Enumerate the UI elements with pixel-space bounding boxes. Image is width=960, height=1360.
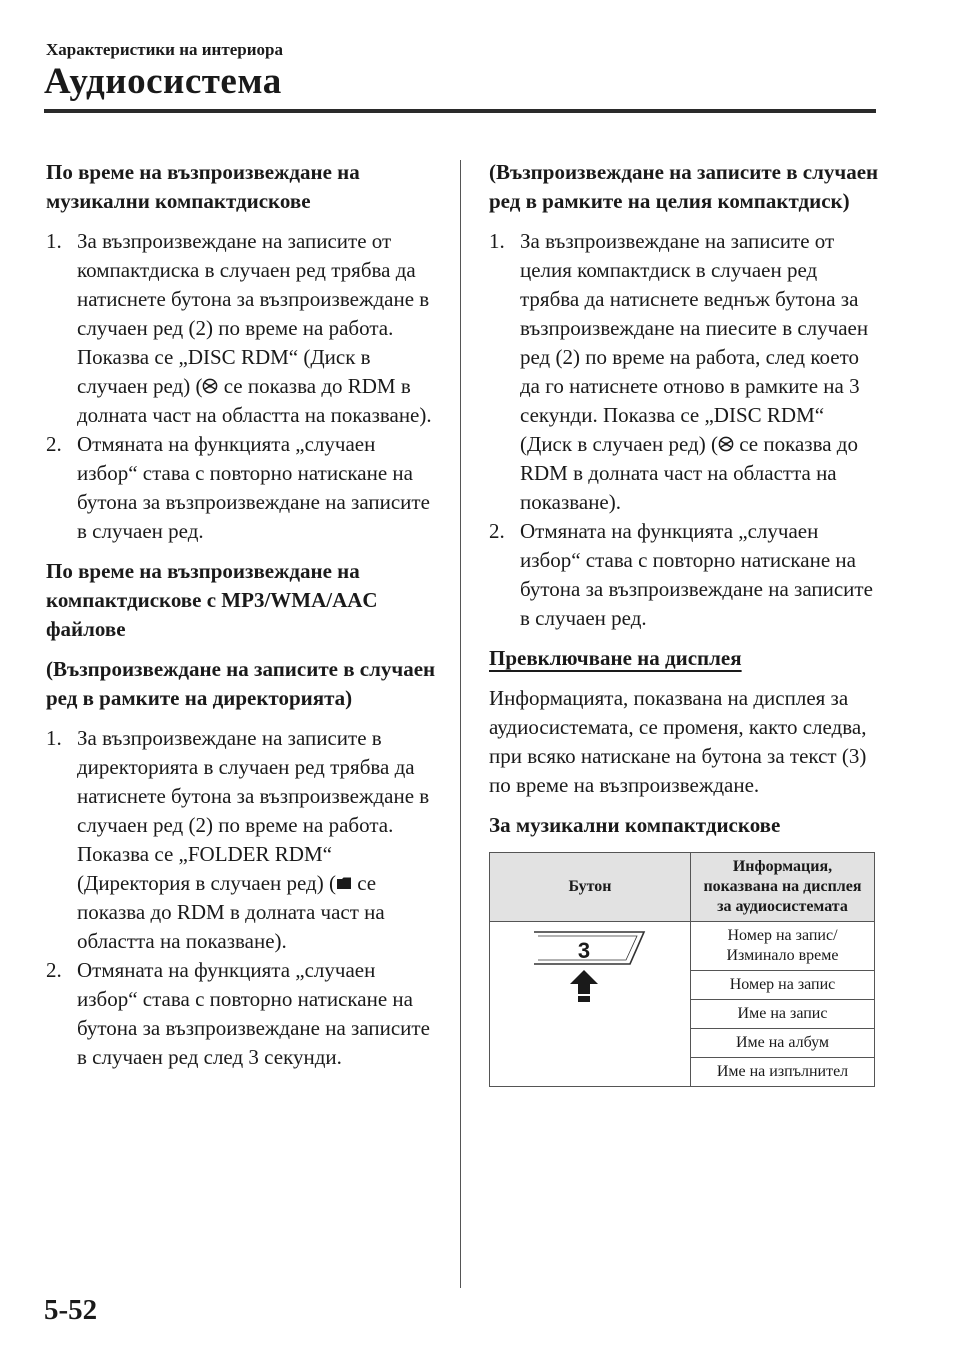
table-header-info: Информация, показвана на дисплея за аудиосистемата (691, 853, 875, 922)
list-item: 2. Отмяната на функцията „случаен избор“ става с повторно натискане на бутона за възпроизвеждане на записите в случаен ред след 3 секунди. (46, 958, 430, 1069)
page-title: Аудиосистема (44, 61, 282, 102)
display-info-table (489, 852, 875, 1087)
table-cell: Име на изпълнител (691, 1058, 875, 1087)
disc-random-icon (718, 436, 734, 452)
table-header-button: Бутон (490, 853, 691, 922)
list-item: 1. За възпроизвеждане на записите от компактдиска в случаен ред трябва да натиснете бутона за възпроизвеждане в случаен ред (2) по време на работа. Показва се „DISC RDM“ (Диск в случаен ред) ( се показва до RDM в долната част на областта на показване). (46, 229, 432, 427)
button-number-label: 3 (577, 938, 591, 963)
heading-folder-random: (Възпроизвеждане на записите в случаен ред в рамките на директорията) (46, 657, 436, 710)
steps-disc-random (46, 227, 436, 546)
heading-for-music-cds: За музикални компактдискове (489, 813, 781, 837)
header-rule (44, 109, 876, 113)
text-button-arrow-icon (494, 926, 686, 1076)
table-cell: Име на албум (691, 1029, 875, 1058)
list-item: 1. За възпроизвеждане на записите от целия компактдиск в случаен ред трябва да натиснете веднъж бутона за възпроизвеждане на пиесите в случаен ред (2) по време на работа, след което да го натиснете отново в рамките на 3 секунди. Показва се „DISC RDM“ (Диск в случаен ред) ( се показва до RDM в долната част на областта на показване). (489, 229, 869, 514)
section-label: Характеристики на интериора (46, 40, 283, 59)
disc-random-icon (202, 378, 218, 394)
column-divider (460, 160, 461, 1288)
heading-mp3-playback: По време на възпроизвеждане на компактдискове с MP3/WMA/AAC файлове (46, 559, 378, 641)
list-item: 1. За възпроизвеждане на записите в директорията в случаен ред трябва да натиснете бутона за възпроизвеждане в случаен ред (2) по време на работа. Показва се „FOLDER RDM“ (Директория в случаен ред) ( се показва до RDM в долната част на областта на показване). (46, 726, 430, 953)
left-column (46, 158, 436, 1083)
folder-icon (336, 875, 352, 891)
list-item: 2. Отмяната на функцията „случаен избор“ става с повторно натискане на бутона за възпроизвеждане на записите в случаен ред. (46, 432, 430, 543)
right-column (489, 158, 879, 1087)
heading-display-switch: Превключване на дисплея (489, 646, 742, 670)
page-number: 5-52 (44, 1294, 98, 1326)
steps-folder-random (46, 724, 436, 1072)
list-item: 2. Отмяната на функцията „случаен избор“ става с повторно натискане на бутона за възпроизвеждане на записите в случаен ред. (489, 519, 873, 630)
heading-whole-disc-random: (Възпроизвеждане на записите в случаен ред в рамките на целия компактдиск) (489, 160, 879, 213)
display-switch-paragraph: Информацията, показвана на дисплея за аудиосистемата, се променя, както следва, при всяко натискане на бутона за текст (3) по време на възпроизвеждане. (489, 686, 867, 797)
table-cell: Номер на запис (691, 971, 875, 1000)
table-cell: Име на запис (691, 1000, 875, 1029)
steps-whole-disc-random (489, 227, 879, 633)
heading-music-cd-playback: По време на възпроизвеждане на музикални компактдискове (46, 160, 360, 213)
table-cell: Номер на запис/Изминало време (691, 922, 875, 971)
text-button-cell (490, 922, 691, 1087)
